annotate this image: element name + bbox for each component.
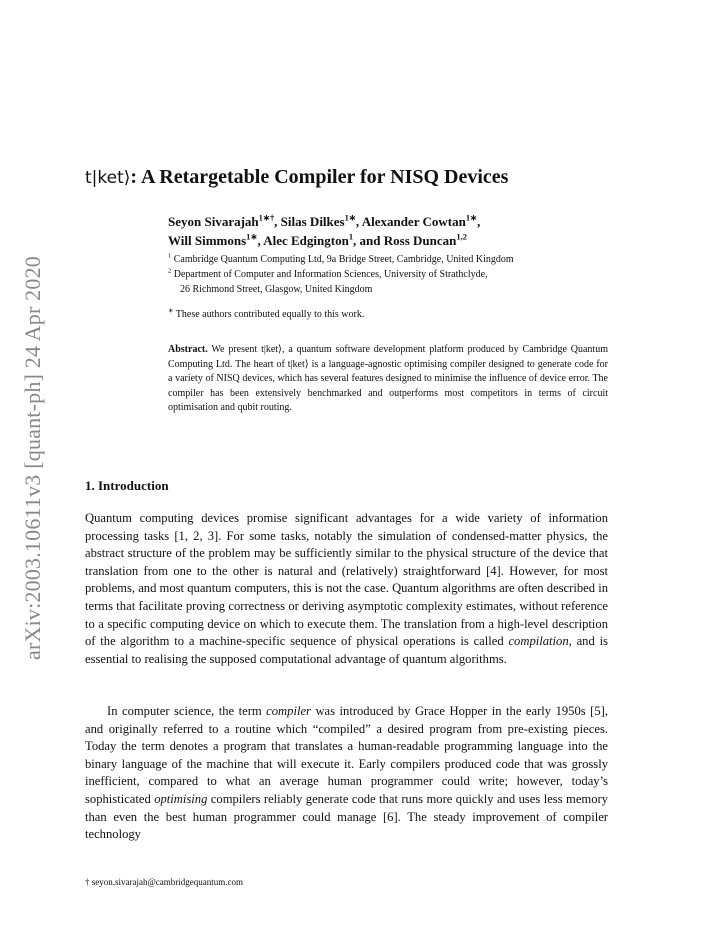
author-affil-mark: 1∗ (465, 212, 478, 223)
section-heading: 1. Introduction (85, 478, 169, 493)
affiliation-mark: 1 (168, 252, 172, 260)
note-mark: ∗ (168, 307, 174, 315)
author-affil-mark: 1∗ (344, 212, 356, 223)
affiliation-text: 26 Richmond Street, Glasgow, United Kingdom (180, 284, 373, 295)
author-name: Will Simmons (168, 233, 247, 248)
author-affil-mark: 1,2 (456, 231, 467, 242)
equal-contribution-note (168, 309, 618, 320)
author-name: Seyon Sivarajah (168, 214, 259, 229)
author-name: , and Ross Duncan (353, 233, 457, 248)
author-affil-mark: 1 (348, 231, 354, 242)
author-affil-mark: 1∗† (258, 212, 275, 223)
author-affil-mark: 1∗ (246, 231, 258, 242)
footnote-mark: † (85, 877, 90, 887)
author-name: , Silas Dilkes (274, 214, 345, 229)
paragraph-text: was introduced by Grace Hopper in the early 1950s [5], and originally referred to a routine which “compiled” a desired program from pre-existing pieces. Today the term denotes a program that translates a human-readable programming language into the binary language of the machine that will execute it. Early compilers produced code that was grossly inefficient, compared to what an average human programmer could write; however, today’s sophisticated (85, 704, 608, 806)
emphasis: optimising (154, 791, 208, 806)
footnote (85, 877, 243, 887)
emphasis: compiler (266, 704, 311, 718)
author-name: , Alexander Cowtan (355, 214, 466, 229)
paragraph-text: compilers reliably generate code that runs more quickly and uses less memory than even the best human programmer could manage [6]. The steady improvement of compiler technology (85, 791, 609, 842)
title-text: : A Retargetable Compiler for NISQ Devices (130, 166, 509, 188)
abstract-label: Abstract. (168, 344, 208, 355)
emphasis: compilation (508, 634, 569, 649)
author-name: , Alec Edgington (257, 233, 349, 248)
affiliation-1 (168, 252, 618, 267)
affiliation-mark: 2 (168, 267, 172, 275)
affiliation-text: Cambridge Quantum Computing Ltd, 9a Bridge Street, Cambridge, United Kingdom (171, 254, 514, 265)
author-separator: , (477, 214, 481, 229)
author-list (168, 212, 618, 250)
note-text: These authors contributed equally to this work. (173, 309, 365, 320)
paragraph-text: In computer science, the term (107, 704, 267, 718)
abstract (168, 343, 608, 416)
paragraph-text: , and is essential to realising the supposed computational advantage of quantum algorithms. (85, 634, 608, 666)
paragraph-text: Quantum computing devices promise significant advantages for a wide variety of information processing tasks [1, 2, 3]. For some tasks, notably the simulation of condensed-matter physics, the abstract structure of the problem may be sufficiently similar to the physical structure of the device that translation from one to the other is natural and (relatively) straightforward [4]. However, for most problems, and most quantum computers, this is not the case. Quantum algorithms are often described in terms that facilitate proving correctness or deriving asymptotic complexity estimates, without reference to a specific computing device on which to execute them. The translation from a high-level description of the algorithm to a machine-specific sequence of physical operations is called (85, 511, 608, 649)
author-line-1 (168, 212, 618, 231)
affiliation-text: Department of Computer and Information Sciences, University of Strathclyde, (171, 269, 488, 280)
title-ket: t|ket⟩ (85, 168, 131, 188)
arxiv-sidebar (8, 235, 58, 680)
footnote-email: seyon.sivarajah@cambridgequantum.com (89, 877, 243, 887)
paragraph-1 (85, 510, 608, 668)
author-line-2 (168, 231, 618, 250)
paper-title (85, 166, 645, 189)
affiliation-2 (168, 267, 618, 297)
arxiv-identifier: arXiv:2003.10611v3 [quant-ph] 24 Apr 2020 (20, 255, 45, 660)
abstract-text: We present t|ket⟩, a quantum software development platform produced by Cambridge Quantum Computing Ltd. The heart of t|ket⟩ is a language-agnostic optimising compiler designed to generate code for a variety of NISQ devices, which has several features designed to minimise the influence of device error. The compiler has been extensively benchmarked and outperforms most competitors in terms of circuit optimisation and qubit routing. (168, 344, 608, 413)
paragraph-2 (85, 703, 608, 844)
